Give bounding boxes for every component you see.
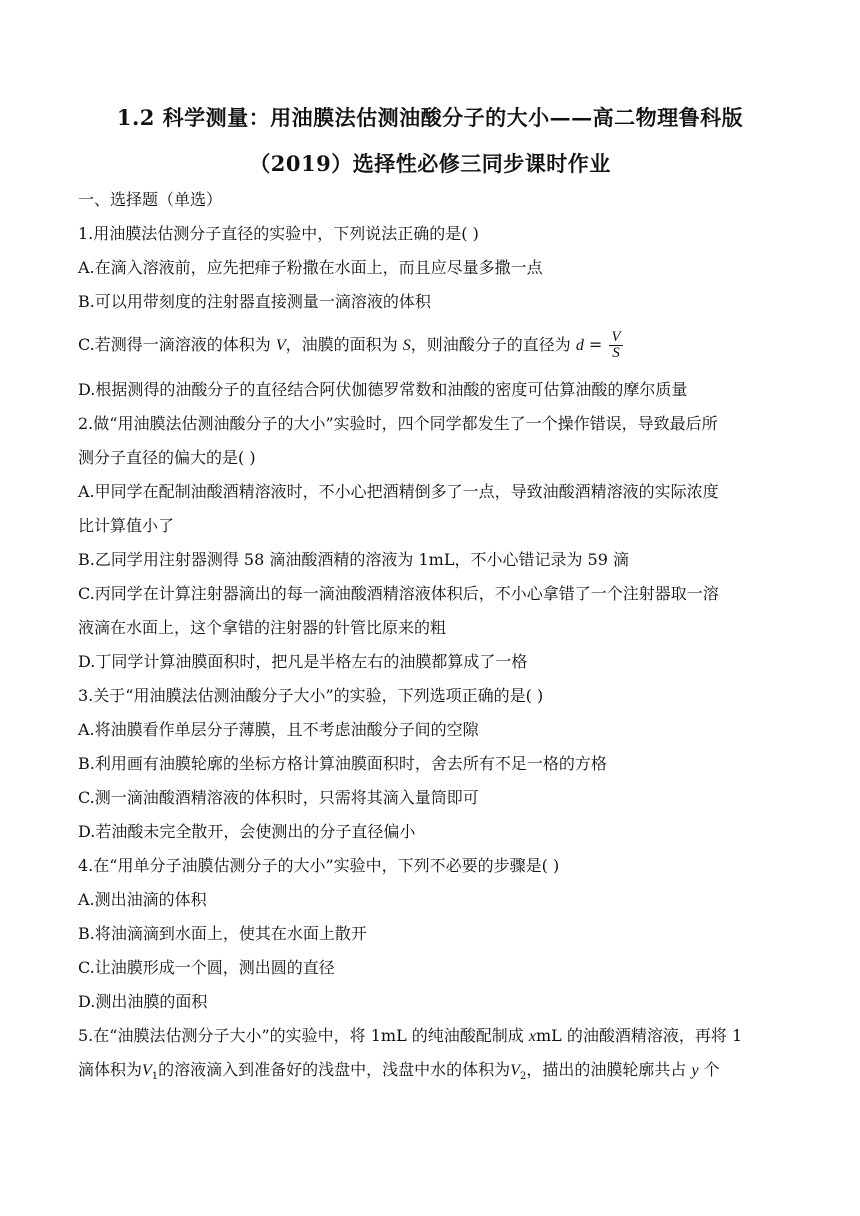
q5-l2-var-v2: V	[510, 1062, 520, 1079]
q1-option-a: A.在滴入溶液前，应先把痱子粉撒在水面上，而且应尽量多撒一点	[78, 258, 543, 277]
q1-c-var-s: S	[402, 337, 411, 354]
q5-l1-post: mL 的油酸酒精溶液，再将 1	[535, 1026, 743, 1045]
q2-option-a-line1: A.甲同学在配制油酸酒精溶液时，不小心把酒精倒多了一点，导致油酸酒精溶液的实际浓度	[78, 482, 719, 501]
q1-c-fraction	[609, 330, 622, 361]
q2-stem-line2: 测分子直径的偏大的是( )	[78, 448, 256, 467]
q1-c-text-pre: C.若测得一滴溶液的体积为	[78, 335, 276, 354]
document-title-line1: 1.2 科学测量：用油膜法估测油酸分子的大小——高二物理鲁科版	[116, 105, 744, 130]
q2-option-d: D.丁同学计算油膜面积时，把凡是半格左右的油膜都算成了一格	[78, 652, 528, 671]
q1-c-numerator: V	[611, 329, 621, 345]
q4-stem: 4.在“用单分子油膜估测分子的大小”实验中，下列不必要的步骤是( )	[78, 856, 560, 875]
q3-option-b: B.利用画有油膜轮廓的坐标方格计算油膜面积时，舍去所有不足一格的方格	[78, 754, 607, 773]
q3-option-d: D.若油酸未完全散开，会使测出的分子直径偏小	[78, 822, 416, 841]
q1-c-var-v: V	[275, 337, 286, 354]
q1-stem: 1.用油膜法估测分子直径的实验中，下列说法正确的是( )	[78, 224, 479, 243]
q1-c-var-d: d	[575, 337, 584, 354]
q5-l2-sub2: 2	[519, 1071, 527, 1083]
q1-c-text-mid: ，油膜的面积为	[285, 335, 403, 354]
q5-l1-pre: 5.在“油膜法估测分子大小”的实验中，将 1mL 的纯油酸配制成	[78, 1026, 529, 1045]
q2-option-c-line2: 液滴在水面上，这个拿错的注射器的针管比原来的粗	[78, 618, 447, 637]
q1-option-c	[78, 330, 798, 361]
q1-c-text-post: ，则油酸分子的直径为	[410, 335, 576, 354]
q5-l2-d: 个	[698, 1060, 720, 1079]
q4-option-c: C.让油膜形成一个圆，测出圆的直径	[78, 958, 335, 977]
q3-stem: 3.关于“用油膜法估测油酸分子大小”的实验，下列选项正确的是( )	[78, 686, 544, 705]
q1-c-equals: =	[583, 335, 608, 354]
q2-stem-line1: 2.做“用油膜法估测油酸分子的大小”实验时，四个同学都发生了一个操作错误，导致最后所	[78, 414, 718, 433]
q5-stem-line2	[78, 1060, 798, 1087]
q3-option-a: A.将油膜看作单层分子薄膜，且不考虑油酸分子间的空隙	[78, 720, 479, 739]
q5-l1-var-x: x	[528, 1028, 536, 1045]
q5-l2-a: 滴体积为	[78, 1060, 143, 1079]
q5-l2-sub1: 1	[151, 1071, 159, 1083]
q4-option-d: D.测出油膜的面积	[78, 992, 208, 1011]
q5-l2-b: 的溶液滴入到准备好的浅盘中，浅盘中水的体积为	[158, 1060, 511, 1079]
q2-option-b: B.乙同学用注射器测得 58 滴油酸酒精的溶液为 1mL，不小心错记录为 59 滴	[78, 550, 629, 569]
document-title-line2: （2019）选择性必修三同步课时作业	[249, 151, 611, 176]
q2-option-c-line1: C.丙同学在计算注射器滴出的每一滴油酸酒精溶液体积后，不小心拿错了一个注射器取一溶	[78, 584, 719, 603]
q4-option-b: B.将油滴滴到水面上，使其在水面上散开	[78, 924, 367, 943]
q4-option-a: A.测出油滴的体积	[78, 890, 207, 909]
section-heading: 一、选择题（单选）	[78, 190, 223, 209]
q5-l2-var-v1: V	[142, 1062, 152, 1079]
q5-l2-c: ，描出的油膜轮廓共占	[526, 1060, 692, 1079]
q2-option-a-line2: 比计算值小了	[78, 516, 175, 535]
q1-option-b: B.可以用带刻度的注射器直接测量一滴溶液的体积	[78, 292, 431, 311]
q5-l2-var-y: y	[691, 1062, 699, 1079]
q1-option-d: D.根据测得的油酸分子的直径结合阿伏伽德罗常数和油酸的密度可估算油酸的摩尔质量	[78, 380, 688, 399]
q5-stem-line1	[78, 1026, 798, 1047]
q1-c-denominator: S	[612, 345, 620, 361]
q3-option-c: C.测一滴油酸酒精溶液的体积时，只需将其滴入量筒即可	[78, 788, 479, 807]
